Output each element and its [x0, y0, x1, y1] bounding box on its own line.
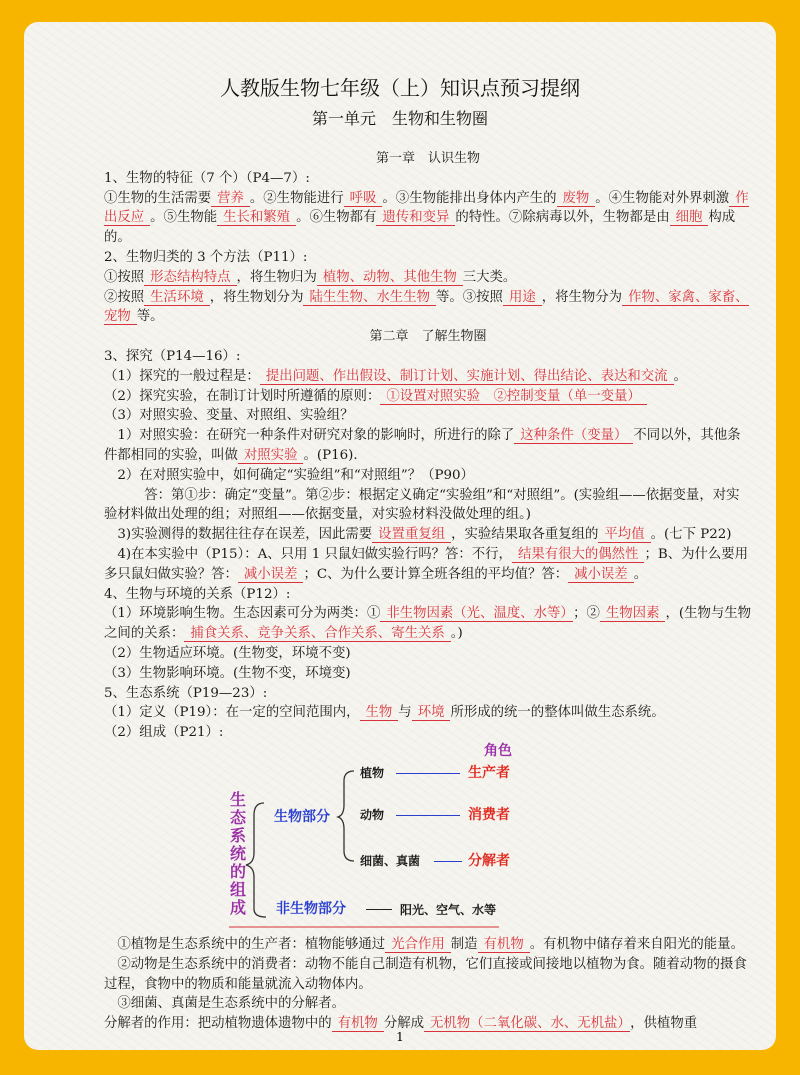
diagram-root-label: 生态系统的组成 [230, 789, 247, 917]
text-run: 2）在对照实验中，如何确定“实验组”和“对照组”？（P90） [117, 467, 474, 483]
paragraph [104, 664, 752, 684]
paragraph [104, 994, 752, 1014]
text-run: 4)在本实验中（P15）：A、只用 1 只鼠妇做实验行吗？答：不行， [117, 546, 512, 562]
text-run: 。(七下 P22) [650, 527, 732, 543]
paragraph [104, 288, 752, 328]
text-run: 。(P16). [303, 447, 358, 463]
paragraph [104, 486, 752, 526]
text-run: 。③生物能排出身体内产生的 [382, 190, 557, 206]
document-title: 人教版生物七年级（上）知识点预习提纲 [220, 76, 580, 100]
answer-blank: 减小误差 [568, 567, 634, 583]
page-number: 1 [396, 1030, 404, 1044]
paragraph [104, 703, 752, 723]
role-decomposer: 分解者 [468, 852, 510, 869]
document-page [24, 22, 776, 1050]
text-run: 。②生物能进行 [249, 190, 344, 206]
answer-blank: 形态结构特点 [144, 270, 236, 286]
paragraph [104, 347, 752, 367]
text-run: （2）生物适应环境。(生物变，环境不变) [104, 645, 351, 661]
connector-line [366, 909, 392, 910]
answer-blank: 植物、动物、其他生物 [317, 270, 463, 286]
text-run: 。有机物中储存着来自阳光的能量。 [529, 936, 744, 952]
role-producer: 生产者 [468, 764, 510, 781]
text-run: 1）对照实验：在研究一种条件对研究对象的影响时，所进行的除了 [117, 428, 515, 444]
connector-line [434, 861, 462, 862]
paragraph [104, 955, 752, 995]
text-run: （2）探究实验，在制订计划时所遵循的原则： [104, 388, 381, 404]
text-run: 的特性。⑦除病毒以外，生物都是由 [455, 210, 670, 226]
paragraph [104, 545, 752, 585]
unit-heading: 第一单元 生物和生物圈 [311, 109, 488, 128]
text-run: 3)实验测得的数据往往存在误差，因此需要 [117, 527, 373, 543]
answer-blank: 这种条件（变量） [514, 428, 633, 444]
text-run: （1）环境影响生物。生态因素可分为两类：① [104, 606, 381, 622]
member-decomposer: 细菌、真菌 [360, 853, 421, 868]
text-run: （2）组成（P21）: [104, 725, 224, 741]
answer-blank: 提出问题、作出假设、制订计划、实施计划、得出结论、表达和交流 [260, 369, 674, 385]
answer-blank: 有机物 [478, 937, 530, 953]
section-b [104, 935, 752, 1034]
document-body [104, 149, 752, 1034]
connector-line [396, 773, 460, 774]
text-run: 答：第①步：确定“变量”。第②步：根据定义确定“实验组”和“对照组”。(实验组——依据变量，对实验材料做出处理的组；对照组——依据变量，对实验材料没做处理的组。) [104, 487, 740, 523]
text-run: ②动物是生态系统中的消费者：动物不能自己制造有机物，它们直接或间接地以植物为食。随着动物的摄食过程，食物中的物质和能量就流入动物体内。 [104, 956, 747, 992]
text-run: 。 [633, 566, 648, 582]
abiotic-label: 非生物部分 [276, 900, 346, 917]
answer-blank: 环境 [412, 705, 451, 721]
text-run: 等。③按照 [435, 289, 503, 305]
member-animal: 动物 [360, 807, 385, 822]
role-header: 角色 [484, 742, 512, 759]
answer-blank: ①设置对照实验 ②控制变量（单一变量） [380, 389, 646, 405]
paragraph [104, 684, 752, 704]
text-run: ，将生物归为 [236, 269, 317, 285]
paragraph [104, 723, 752, 743]
text-run: ①生物的生活需要 [104, 190, 212, 206]
paragraph [104, 466, 752, 486]
answer-blank: 作物、家禽、家畜、宠物 [104, 289, 749, 325]
paragraph [104, 585, 752, 605]
paragraph [104, 426, 752, 466]
text-run: 与 [398, 705, 412, 721]
answer-blank: 遗传和变异 [376, 210, 455, 226]
text-run: ，供植物重 [630, 1016, 698, 1032]
answer-blank: 呼吸 [344, 191, 383, 207]
text-run: ，(生物与生物之间的关系： [104, 606, 752, 642]
paragraph [104, 525, 752, 545]
text-run: 三大类。 [462, 269, 517, 285]
answer-blank: 陆生生物、水生生物 [303, 290, 436, 306]
answer-blank: 对照实验 [238, 448, 304, 464]
answer-blank: 生活环境 [144, 290, 210, 306]
member-plant: 植物 [360, 765, 385, 780]
text-run: 。) [450, 626, 463, 642]
answer-blank: 光合作用 [385, 937, 451, 953]
text-run: ①按照 [104, 269, 145, 285]
answer-blank: 生物 [360, 705, 399, 721]
answer-blank: 作出反应 [104, 190, 749, 226]
text-run: 。 [673, 368, 687, 384]
text-run: （3）生物影响环境。(生物不变，环境变) [104, 665, 351, 681]
text-run: 。④生物能对外界刺激 [595, 190, 730, 206]
text-run: ，将生物划分为 [209, 289, 304, 305]
text-run: （3）对照实验、变量、对照组、实验组？ [104, 408, 354, 424]
text-run: 1、生物的特征（7 个）（P4—7）: [104, 170, 310, 186]
text-run: 构成的。 [104, 210, 736, 246]
biotic-label: 生物部分 [274, 808, 330, 825]
text-run: 3、探究（P14—16）: [104, 348, 241, 364]
paragraph [104, 387, 752, 407]
text-run: 不同以外，其他条件都相同的实验，叫做 [104, 428, 741, 463]
abiotic-items: 阳光、空气、水等 [400, 902, 497, 917]
answer-blank: 捕食关系、竞争关系、合作关系、寄生关系 [184, 626, 450, 642]
answer-blank: 非生物因素（光、温度、水等） [380, 606, 573, 622]
text-run: ①植物是生态系统中的生产者：植物能够通过 [117, 936, 386, 952]
text-run: 分解成 [383, 1016, 424, 1032]
chapter-heading [104, 327, 752, 347]
paragraph [104, 189, 752, 248]
text-run: ，实验结果取各重复组的 [451, 527, 599, 543]
paragraph [104, 644, 752, 664]
answer-blank: 生长和繁殖 [217, 210, 296, 226]
paragraph [104, 248, 752, 268]
text-run: ②按照 [104, 289, 145, 305]
answer-blank: 用途 [503, 290, 542, 306]
text-run: 制造 [450, 936, 478, 952]
chapter-heading [104, 149, 752, 169]
text-run: （1）探究的一般过程是： [104, 368, 260, 384]
answer-blank: 减小误差 [238, 567, 304, 583]
text-run: ；C、为什么要计算全班各组的平均值？答： [303, 566, 569, 582]
section-a [104, 149, 752, 743]
answer-blank: 结果有很大的偶然性 [512, 547, 645, 563]
answer-blank: 营养 [211, 191, 250, 207]
text-run: ；B、为什么要用多只鼠妇做实验？答： [104, 546, 749, 582]
answer-blank: 平均值 [598, 527, 650, 543]
paragraph [104, 935, 752, 955]
text-run: ③细菌、真菌是生态系统中的分解者。 [117, 996, 346, 1012]
text-run: 所形成的统一的整体叫做生态系统。 [450, 705, 665, 721]
role-consumer: 消费者 [468, 806, 510, 823]
text-run: 分解者的作用：把动植物遗体遗物中的 [104, 1016, 332, 1032]
answer-blank: 废物 [557, 191, 596, 207]
paragraph [104, 406, 752, 426]
text-run: ，将生物分为 [541, 289, 623, 305]
answer-blank: 生物因素 [600, 606, 666, 622]
ecosystem-diagram [104, 743, 752, 929]
text-run: 第一章 认识生物 [375, 151, 480, 166]
answer-blank: 细胞 [670, 210, 709, 226]
text-run: 。⑥生物都有 [296, 210, 377, 226]
text-run: ；② [573, 606, 600, 622]
text-run: 5、生态系统（P19—23）: [104, 685, 268, 701]
answer-blank: 设置重复组 [372, 527, 451, 543]
paragraph [104, 367, 752, 387]
text-run: 4、生物与环境的关系（P12）: [104, 586, 291, 602]
paragraph [104, 268, 752, 288]
paragraph [104, 604, 752, 644]
text-run: 。⑤生物能 [150, 210, 218, 226]
text-run: （1）定义（P19）：在一定的空间范围内， [104, 705, 360, 721]
paragraph [104, 169, 752, 189]
text-run: 等。 [136, 309, 164, 325]
connector-line [396, 815, 460, 816]
text-run: 2、生物归类的 3 个方法（P11）: [104, 249, 308, 265]
text-run: 第二章 了解生物圈 [369, 329, 487, 345]
answer-blank: 有机物 [332, 1016, 384, 1032]
answer-blank: 无机物（二氧化碳、水、无机盐） [424, 1016, 630, 1032]
